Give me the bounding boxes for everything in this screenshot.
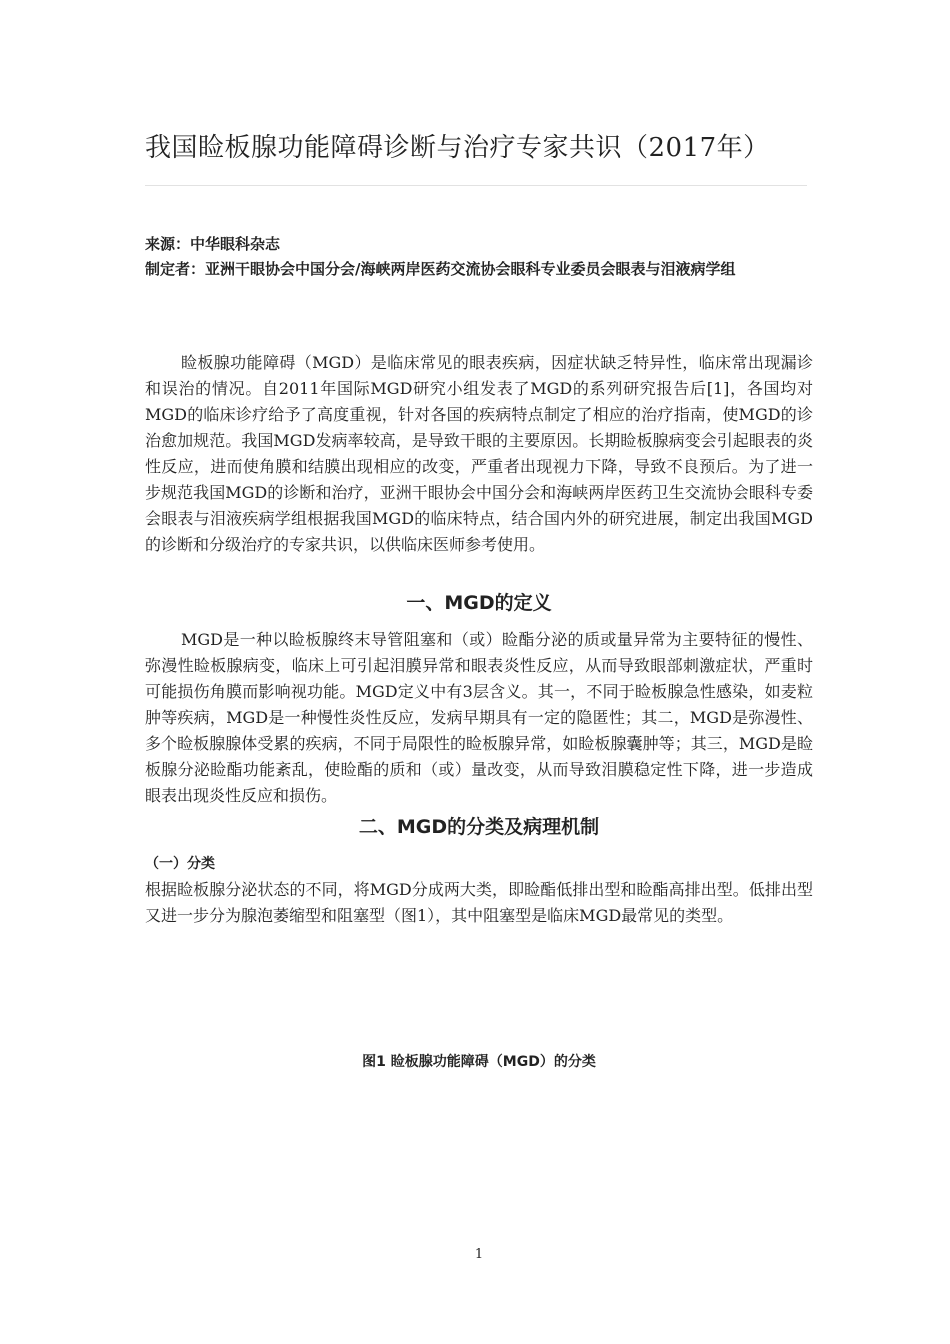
page-number: 1 (474, 1247, 484, 1262)
classification-paragraph: 根据睑板腺分泌状态的不同，将MGD分成两大类，即睑酯低排出型和睑酯高排出型。低排出型又进一步分为腺泡萎缩型和阻塞型（图1），其中阻塞型是临床MGD最常见的类型。 (145, 880, 813, 925)
figure-caption: 图1 睑板腺功能障碍（MGD）的分类 (362, 1054, 596, 1070)
intro-paragraph: 睑板腺功能障碍（MGD）是临床常见的眼表疾病，因症状缺乏特异性，临床常出现漏诊和误治的情况。自2011年国际MGD研究小组发表了MGD的系列研究报告后[1]，各国均对MGD的临床诊疗给予了高度重视，针对各国的疾病特点制定了相应的治疗指南，使MGD的诊治愈加规范。我国MGD发病率较高，是导致干眼的主要原因。长期睑板腺病变会引起眼表的炎性反应，进而使角膜和结膜出现相应的改变，严重者出现视力下降，导致不良预后。为了进一步规范我国MGD的诊断和治疗，亚洲干眼协会中国分会和海峡两岸医药卫生交流协会眼科专委会眼表与泪液疾病学组根据我国MGD的临床特点，结合国内外的研究进展，制定出我国MGD的诊断和分级治疗的专家共识，以供临床医师参考使用。 (145, 353, 813, 554)
document-metadata (145, 232, 813, 282)
author-line: 制定者：亚洲干眼协会中国分会/海峡两岸医药交流协会眼科专业委员会眼表与泪液病学组 (145, 260, 736, 278)
title-divider (145, 185, 807, 186)
definition-paragraph: MGD是一种以睑板腺终末导管阻塞和（或）睑酯分泌的质或量异常为主要特征的慢性、弥漫性睑板腺病变，临床上可引起泪膜异常和眼表炎性反应，从而导致眼部刺激症状，严重时可能损伤角膜而影响视功能。MGD定义中有3层含义。其一，不同于睑板腺急性感染，如麦粒肿等疾病，MGD是一种慢性炎性反应，发病早期具有一定的隐匿性；其二，MGD是弥漫性、多个睑板腺腺体受累的疾病，不同于局限性的睑板腺异常，如睑板腺囊肿等；其三，MGD是睑板腺分泌睑酯功能紊乱，使睑酯的质和（或）量改变，从而导致泪膜稳定性下降，进一步造成眼表出现炎性反应和损伤。 (145, 630, 813, 805)
subsection-heading-classification: （一）分类 (145, 856, 215, 872)
document-title: 我国睑板腺功能障碍诊断与治疗专家共识（2017年） (145, 133, 770, 163)
section-heading-classification: 二、MGD的分类及病理机制 (358, 816, 600, 838)
section-heading-definition: 一、MGD的定义 (406, 592, 552, 614)
source-line: 来源：中华眼科杂志 (145, 235, 281, 253)
